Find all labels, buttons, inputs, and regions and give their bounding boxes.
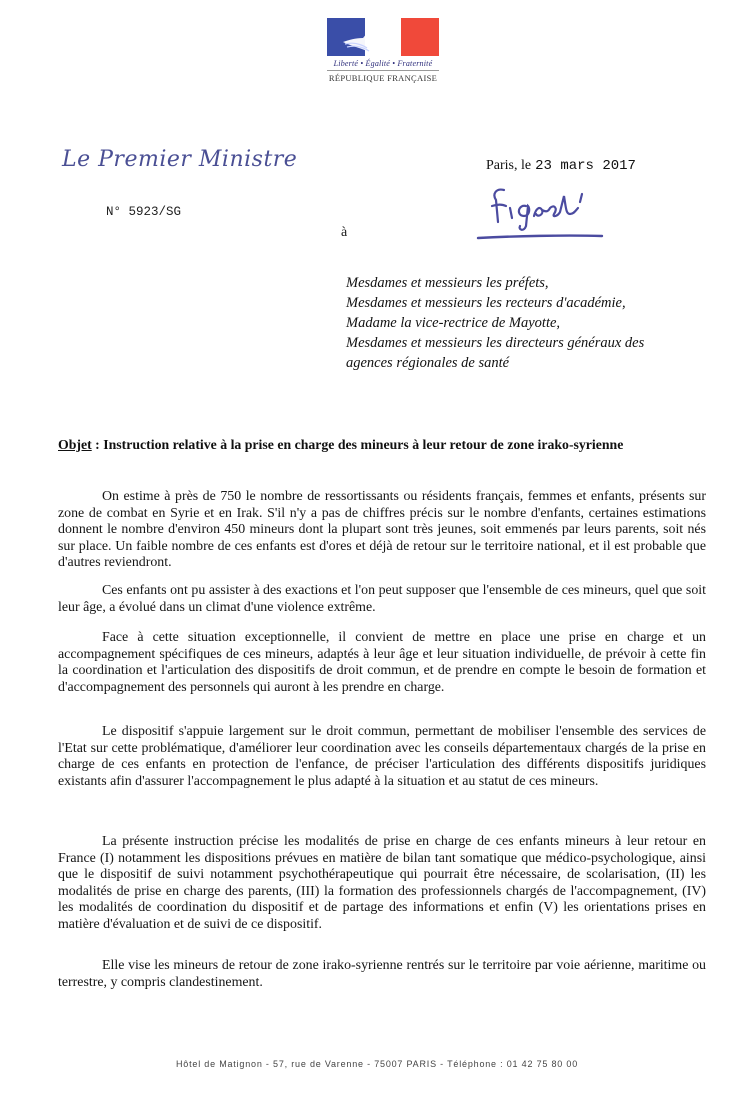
handwritten-signature-icon <box>474 182 614 247</box>
recipient-line: Mesdames et messieurs les directeurs généraux des <box>346 335 645 351</box>
dateline-place: Paris, le <box>486 158 532 173</box>
recipient-line: Madame la vice-rectrice de Mayotte, <box>346 315 561 331</box>
recipient-line: Mesdames et messieurs les recteurs d'académie, <box>346 295 626 311</box>
paragraph-text: Ces enfants ont pu assister à des exactions et l'on peut supposer que l'ensemble de ces mineurs, quel que soit leur âge, a évolué dans un climat d'une violence extrême. <box>58 583 706 615</box>
body-paragraph-4 <box>58 724 706 790</box>
addressee-prefix: à <box>341 225 348 240</box>
body-paragraph-5 <box>58 834 706 933</box>
paragraph-text: La présente instruction précise les modalités de prise en charge de ces enfants mineurs à leur retour en France (I) notamment les dispositions prévues en matière de bilan tant somatique que médico-psychologique, ainsi que le dispositif de suivi notamment psychothérapeutique qui pourrait être nécessaire, de scolarisation, (II) les modalités de prise en charge des parents, (III) la formation des professionnels chargés de l'accompagnement, (IV) les modalités de coordination du dispositif et de partage des informations et enfin (V) les orientations prises en matière d'évaluation et de suivi de ce dispositif. <box>58 834 706 932</box>
recipient-line: agences régionales de santé <box>346 355 510 371</box>
recipients-list <box>346 273 644 373</box>
body-paragraph-3 <box>58 630 706 696</box>
paragraph-text: On estime à près de 750 le nombre de ressortissants ou résidents français, femmes et enfants, présents sur zone de combat en Syrie et en Irak. S'il n'y a pas de chiffres précis sur le nombre d'enfants, certaines estimations donnent le nombre d'environ 450 mineurs dont la plupart sont très jeunes, soit emmenés par leurs parents, soit nés sur place. Un faible nombre de ces enfants est d'ores et déjà de retour sur le territoire national, et il est probable que d'autres reviendront. <box>58 489 706 570</box>
subject-text: Instruction relative à la prise en charge des mineurs à leur retour de zone irako-syrienne <box>103 437 624 452</box>
paragraph-text: Face à cette situation exceptionnelle, il convient de mettre en place une prise en charge et un accompagnement spécifiques de ces mineurs, adaptés à leur âge et leur situation individuelle, de prévoir à cette fin la coordination et l'articulation des dispositifs de droit commun, et de prendre en compte le besoin de formation et d'accompagnement des personnels qui auront à les prendre en charge. <box>58 630 706 695</box>
dateline <box>486 158 636 174</box>
paragraph-text: Elle vise les mineurs de retour de zone irako-syrienne rentrés sur le territoire par voie aérienne, maritime ou terrestre, y compris clandestinement. <box>58 958 706 990</box>
body-paragraph-6 <box>58 958 706 991</box>
subject-line <box>58 437 708 453</box>
reference-number: N° 5923/SG <box>106 205 182 219</box>
republic-motto: Liberté • Égalité • Fraternité <box>333 59 433 68</box>
body-paragraph-2 <box>58 583 706 616</box>
body-paragraph-1 <box>58 489 706 572</box>
paragraph-text: Le dispositif s'appuie largement sur le droit commun, permettant de mobiliser l'ensemble des services de l'Etat sur cette problématique, d'améliorer leur coordination avec les conseils départementaux chargés de la prise en charge de ces enfants en protection de l'enfance, de préciser l'articulation des différents dispositifs juridiques existants afin d'assurer l'accompagnement le plus adapté à la situation et au statut de ces mineurs. <box>58 724 706 789</box>
dateline-date: 23 mars 2017 <box>535 158 636 174</box>
republic-name: RÉPUBLIQUE FRANÇAISE <box>327 70 439 83</box>
footer-address: Hôtel de Matignon - 57, rue de Varenne - 75007 PARIS - Téléphone : 01 42 75 80 00 <box>175 1059 579 1069</box>
sender-title: Le Premier Ministre <box>62 147 298 172</box>
republic-logo <box>327 18 439 83</box>
subject-separator: : <box>91 437 104 452</box>
recipient-line: Mesdames et messieurs les préfets, <box>346 275 549 291</box>
subject-label: Objet <box>58 437 92 452</box>
marianne-flag-icon <box>327 18 439 56</box>
